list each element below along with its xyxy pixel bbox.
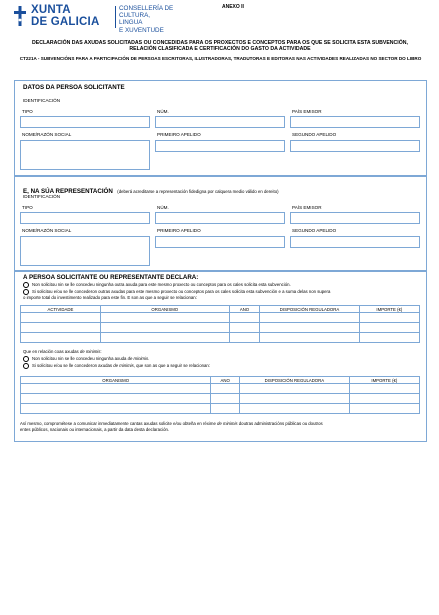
table-cell[interactable] [229, 323, 260, 333]
minimis-intro [23, 349, 102, 355]
minimis-option-2-radio[interactable] [23, 363, 29, 369]
commitment-text-c: doutras administracións públicas ou doutros [237, 421, 323, 426]
country-label: PAÍS EMISOR [292, 109, 322, 114]
col-importe: IMPORTE (€) [349, 377, 419, 384]
option-2-label: Si solicitou e/ou se lle concederon outras axudas para este mesmo proxecto ou conceptos para os cales solicita esta subvención e a suma delas non supera [32, 289, 331, 295]
commitment-text-a: Así mesmo, comprométese a comunicar inmediatamente cantas axudas solicite e/ou obteña en réxime [20, 421, 218, 426]
rep-surname1-label: PRIMEIRO APELIDO [157, 228, 201, 233]
xunta-logo [14, 4, 174, 34]
table-cell[interactable] [21, 323, 101, 333]
table-row [21, 404, 420, 414]
rep-country-field[interactable] [290, 212, 420, 224]
document-title: DECLARACIÓN DAS AXUDAS SOLICITADAS OU CONCEDIDAS PARA OS PROXECTOS E CONCEPTOS PARA OS QUE SE SOLICITA ESTA SUBVENCIÓN, RELACIÓN CLASIFICADA E CERTIFICACIÓN DO GASTO DA ACTIVIDADE [32, 40, 408, 53]
logo-divider [115, 6, 116, 28]
surname2-field[interactable] [290, 140, 420, 152]
col-disposicion: DISPOSICIÓN REGULADORA [260, 306, 360, 313]
table-cell[interactable] [211, 394, 240, 404]
declaration-option-2-cont: o importe total do investimento realizado para este fin. E son as que a seguir se relacionan: [23, 295, 197, 300]
minimis-option-2-italic: de minimis [113, 363, 134, 369]
aid-table [20, 305, 420, 343]
table-row [21, 394, 420, 404]
rep-name-field[interactable] [20, 236, 150, 266]
col-ano: ANO [211, 377, 240, 384]
minimis-intro-end: : [100, 349, 102, 354]
representative-title-text: E, NA SÚA REPRESENTACIÓN [23, 188, 113, 195]
representative-section-title [23, 180, 279, 198]
type-label: TIPO [22, 109, 33, 114]
table-cell[interactable] [260, 333, 360, 343]
department-name: CONSELLERÍA DE CULTURA, LINGUA E XUVENTUDE [119, 5, 174, 34]
table-cell[interactable] [229, 313, 260, 323]
table-row [21, 323, 420, 333]
commitment-text [20, 421, 420, 434]
rep-surname2-field[interactable] [290, 236, 420, 248]
identification-label: IDENTIFICACIÓN [23, 98, 61, 103]
table-cell[interactable] [21, 333, 101, 343]
option-1-label: Non solicitou nin se lle concedeu ningunha outra axuda para este mesmo proxecto ou conceptos para os cales solicita esta subvención. [32, 282, 291, 288]
minimis-option-1 [23, 356, 149, 363]
col-organismo: ORGANISMO [100, 306, 229, 313]
table-cell[interactable] [21, 394, 211, 404]
num-label: NÚM. [157, 109, 169, 114]
rep-country-label: PAÍS EMISOR [292, 205, 322, 210]
name-field[interactable] [20, 140, 150, 170]
minimis-option-1-end: . [148, 356, 150, 362]
name-label: NOME/RAZÓN SOCIAL [22, 132, 72, 137]
table-cell[interactable] [21, 384, 211, 394]
annex-label: ANEXO II [222, 4, 244, 10]
col-disposicion: DISPOSICIÓN REGULADORA [240, 377, 350, 384]
logo-wordmark: XUNTA DE GALICIA [31, 4, 100, 28]
minimis-intro-italic: de minimis [79, 349, 101, 354]
col-organismo: ORGANISMO [21, 377, 211, 384]
minimis-table [20, 376, 420, 414]
aid-table-header [21, 306, 420, 313]
country-field[interactable] [290, 116, 420, 128]
num-field[interactable] [155, 116, 285, 128]
table-cell[interactable] [100, 323, 229, 333]
minimis-option-2-end: , que son as que a seguir se relacionan: [133, 363, 210, 369]
table-cell[interactable] [260, 323, 360, 333]
table-cell[interactable] [100, 313, 229, 323]
minimis-option-1-italic: de minimis [127, 356, 149, 362]
rep-surname2-label: SEGUNDO APELIDO [292, 228, 337, 233]
table-cell[interactable] [240, 384, 350, 394]
declaration-option-1 [23, 282, 423, 289]
option-1-radio[interactable] [23, 282, 29, 288]
table-cell[interactable] [21, 404, 211, 414]
table-cell[interactable] [100, 333, 229, 343]
rep-type-field[interactable] [20, 212, 150, 224]
table-cell[interactable] [240, 404, 350, 414]
col-importe: IMPORTE (€) [359, 306, 419, 313]
surname2-label: SEGUNDO APELIDO [292, 132, 337, 137]
table-cell[interactable] [359, 333, 419, 343]
table-cell[interactable] [240, 394, 350, 404]
declaration-title: A PERSOA SOLICITANTE OU REPRESENTANTE DECLARA: [23, 274, 199, 281]
table-cell[interactable] [359, 323, 419, 333]
rep-num-label: NÚM. [157, 205, 169, 210]
rep-name-label: NOME/RAZÓN SOCIAL [22, 228, 72, 233]
table-row [21, 333, 420, 343]
col-ano: ANO [229, 306, 260, 313]
table-cell[interactable] [211, 384, 240, 394]
table-cell[interactable] [359, 313, 419, 323]
commitment-italic: de minimis [217, 421, 238, 426]
minimis-option-1-text: Non solicitou nin se lle concedeu ningunha axuda [32, 356, 128, 362]
col-actividade: ACTIVIDADE [21, 306, 101, 313]
commitment-text-d: entes públicos, nacionais ou internacionais, a partir da data desta declaración. [20, 427, 170, 433]
table-cell[interactable] [229, 333, 260, 343]
table-cell[interactable] [260, 313, 360, 323]
procedure-title: CT221A - SUBVENCIÓNS PARA A PARTICIPACIÓN DE PERSOAS ESCRITORAS, ILUSTRADORAS, TRADUTORAS E EDITORAS NAS ACTIVIDADES REALIZADAS NO SECTOR DO LIBRO [19, 56, 422, 61]
rep-identification-label: IDENTIFICACIÓN [23, 194, 61, 199]
surname1-label: PRIMEIRO APELIDO [157, 132, 201, 137]
minimis-option-2 [23, 363, 210, 370]
rep-num-field[interactable] [155, 212, 285, 224]
type-field[interactable] [20, 116, 150, 128]
xunta-cross-icon [14, 6, 26, 26]
table-cell[interactable] [349, 384, 419, 394]
rep-type-label: TIPO [22, 205, 33, 210]
table-cell[interactable] [349, 394, 419, 404]
minimis-option-1-radio[interactable] [23, 356, 29, 362]
table-cell[interactable] [349, 404, 419, 414]
representative-note: (deberá acreditarse a representación fidedigna por calquera medio válido en dereito) [117, 189, 279, 194]
table-cell[interactable] [211, 404, 240, 414]
applicant-section-title: DATOS DA PERSOA SOLICITANTE [23, 84, 125, 91]
surname1-field[interactable] [155, 140, 285, 152]
minimis-option-2-text: Si solicitou e/ou se lle concederon axudas [32, 363, 114, 369]
minimis-intro-text: Que en relación coas axudas [23, 349, 80, 354]
table-row [21, 384, 420, 394]
minimis-table-header [21, 377, 420, 384]
rep-surname1-field[interactable] [155, 236, 285, 248]
table-row [21, 313, 420, 323]
table-cell[interactable] [21, 313, 101, 323]
